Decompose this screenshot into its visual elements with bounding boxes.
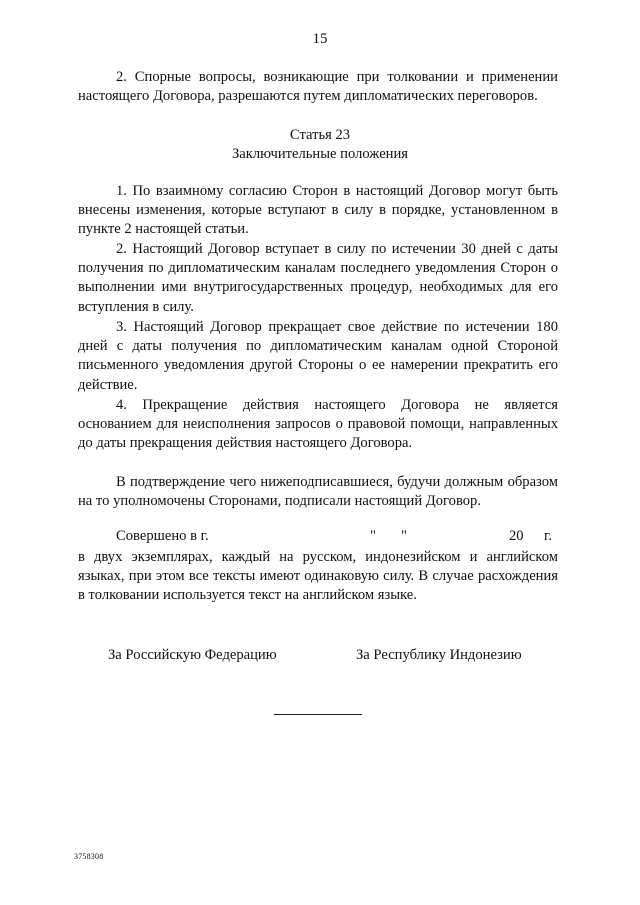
- end-rule: [274, 714, 362, 715]
- article-number: Статья 23: [289, 127, 351, 143]
- date-quote-close: ": [401, 528, 407, 544]
- signatory-indonesia: За Республику Индонезию: [356, 647, 522, 663]
- date-quote-open: ": [370, 528, 376, 544]
- article-title: Заключительные положения: [231, 146, 409, 162]
- page-number: 15: [312, 31, 328, 47]
- year-suffix: г.: [544, 528, 552, 544]
- clause-1: 1. По взаимному согласию Сторон в настоящий Договор могут быть внесены изменения, которые вступают в силу в порядке, установленном в пункте 2 настоящей статьи.: [78, 183, 558, 238]
- done-at-label: Совершено в г.: [116, 528, 209, 544]
- signatory-russia: За Российскую Федерацию: [108, 647, 277, 663]
- clause-3: 3. Настоящий Договор прекращает свое действие по истечении 180 дней с даты получения по дипломатическим каналам одной Стороной письменного уведомления другой Стороны о ее намерении прекратить его действие.: [78, 319, 558, 393]
- clause-4: 4. Прекращение действия настоящего Договора не является основанием для неисполнения запросов о правовой помощи, направленных до даты прекращения действия настоящего Договора.: [78, 397, 558, 452]
- done-at-line: [78, 528, 558, 548]
- languages-clause: в двух экземплярах, каждый на русском, индонезийском и английском языках, при этом все тексты имеют одинаковую силу. В случае расхождения в толковании используется текст на английском языке.: [78, 549, 558, 604]
- clause-2: 2. Настоящий Договор вступает в силу по истечении 30 дней с даты получения по дипломатическим каналам последнего уведомления Сторон о выполнении ими внутригосударственных процедур, необходимых для его вступления в силу.: [78, 241, 558, 315]
- year-prefix: 20: [509, 528, 524, 544]
- document-number: 3758308: [74, 852, 104, 861]
- clause-disputes: 2. Спорные вопросы, возникающие при толковании и применении настоящего Договора, разрешаются путем дипломатических переговоров.: [78, 69, 558, 105]
- witness-statement: В подтверждение чего нижеподписавшиеся, будучи должным образом на то уполномочены Сторонами, подписали настоящий Договор.: [78, 474, 558, 510]
